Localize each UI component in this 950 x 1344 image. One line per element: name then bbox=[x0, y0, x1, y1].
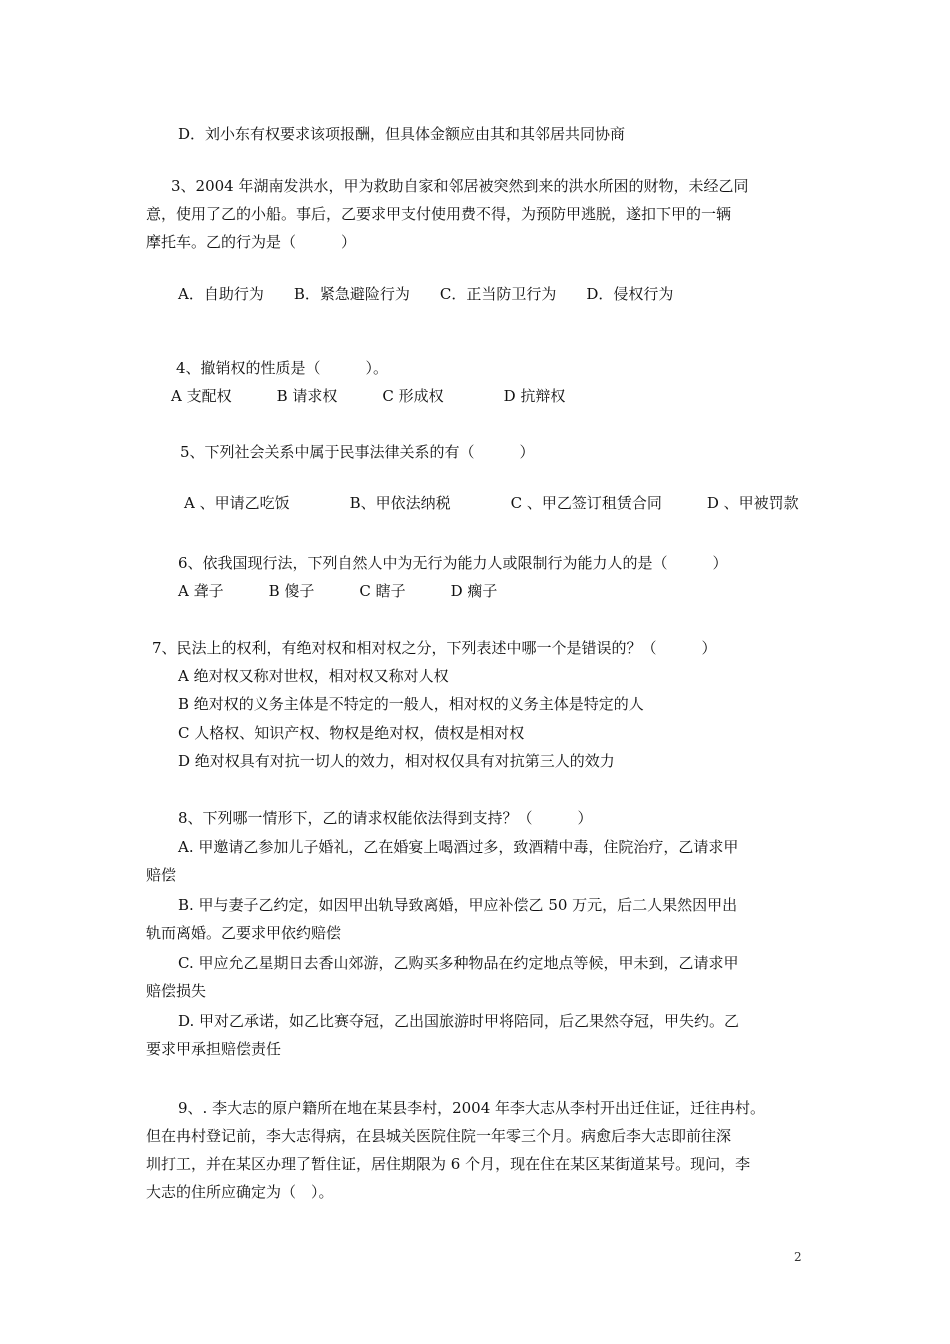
q8-stem: 8、下列哪一情形下，乙的请求权能依法得到支持？（ ） bbox=[178, 809, 593, 827]
q7-option-b: B 绝对权的义务主体是不特定的一般人，相对权的义务主体是特定的人 bbox=[178, 695, 644, 713]
q7-stem: 7、民法上的权利，有绝对权和相对权之分，下列表述中哪一个是错误的？（ ） bbox=[152, 639, 717, 657]
q8-option-b-line-2: 轨而离婚。乙要求甲依约赔偿 bbox=[146, 924, 342, 942]
q5-stem: 5、下列社会关系中属于民事法律关系的有（ ） bbox=[180, 443, 535, 461]
q6-stem: 6、依我国现行法，下列自然人中为无行为能力人或限制行为能力人的是（ ） bbox=[178, 554, 728, 572]
q8-option-d-line-2: 要求甲承担赔偿责任 bbox=[146, 1040, 282, 1058]
q7-option-c: C 人格权、知识产权、物权是绝对权，债权是相对权 bbox=[178, 724, 525, 742]
page-number: 2 bbox=[794, 1250, 802, 1264]
q8-option-c-line-1: C. 甲应允乙星期日去香山郊游，乙购买多种物品在约定地点等候，甲未到，乙请求甲 bbox=[178, 954, 739, 972]
q8-option-c-line-2: 赔偿损失 bbox=[146, 982, 207, 1000]
q2-option-d: D．刘小东有权要求该项报酬，但具体金额应由其和其邻居共同协商 bbox=[178, 125, 626, 143]
q7-option-a: A 绝对权又称对世权，相对权又称对人权 bbox=[178, 667, 449, 685]
q8-option-a-line-2: 赔偿 bbox=[146, 866, 177, 884]
q9-line-1: 9、. 李大志的原户籍所在地在某县李村，2004 年李大志从李村开出迁住证，迁往冉村。 bbox=[178, 1099, 766, 1117]
q3-stem-line-2: 意，使用了乙的小船。事后，乙要求甲支付使用费不得，为预防甲逃脱，遂扣下甲的一辆 bbox=[146, 205, 732, 223]
q3-stem-line-3: 摩托车。乙的行为是（ ） bbox=[146, 233, 357, 251]
q6-options: A 聋子 B 傻子 C 瞎子 D 瘸子 bbox=[178, 582, 498, 600]
q7-option-d: D 绝对权具有对抗一切人的效力，相对权仅具有对抗第三人的效力 bbox=[178, 752, 615, 770]
q8-option-a-line-1: A. 甲邀请乙参加儿子婚礼，乙在婚宴上喝酒过多，致酒精中毒，住院治疗，乙请求甲 bbox=[178, 838, 739, 856]
q5-options: A 、甲请乙吃饭 B、甲依法纳税 C 、甲乙签订租赁合同 D 、甲被罚款 bbox=[184, 494, 799, 512]
q9-line-2: 但在冉村登记前，李大志得病，在县城关医院住院一年零三个月。病愈后李大志即前往深 bbox=[146, 1127, 732, 1145]
q9-line-3: 圳打工，并在某区办理了暂住证，居住期限为 6 个月，现在住在某区某街道某号。现问，李 bbox=[146, 1155, 751, 1173]
q8-option-b-line-1: B. 甲与妻子乙约定，如因甲出轨导致离婚，甲应补偿乙 50 万元，后二人果然因甲出 bbox=[178, 896, 738, 914]
q8-option-d-line-1: D. 甲对乙承诺，如乙比赛夺冠，乙出国旅游时甲将陪同，后乙果然夺冠，甲失约。乙 bbox=[178, 1012, 740, 1030]
q4-stem: 4、撤销权的性质是（ ）。 bbox=[176, 359, 389, 377]
q4-options: A 支配权 B 请求权 C 形成权 D 抗辩权 bbox=[171, 387, 566, 405]
q3-stem-line-1: 3、2004 年湖南发洪水，甲为救助自家和邻居被突然到来的洪水所困的财物，未经乙同 bbox=[171, 177, 749, 195]
q3-options: A．自助行为 B．紧急避险行为 C．正当防卫行为 D．侵权行为 bbox=[178, 285, 674, 303]
q9-line-4: 大志的住所应确定为（ ）。 bbox=[146, 1183, 334, 1201]
